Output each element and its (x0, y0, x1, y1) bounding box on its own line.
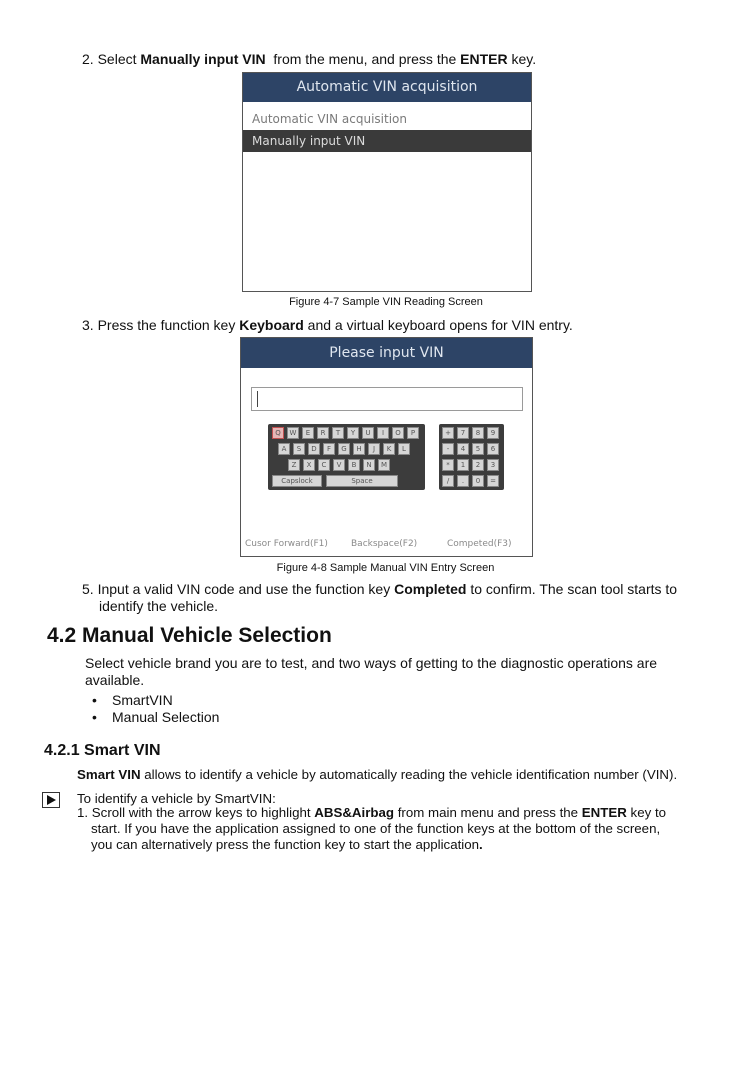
step-number: 3. (82, 317, 94, 333)
step-text: Scroll with the arrow keys to highlight (91, 805, 315, 820)
step-2 (82, 51, 536, 68)
key-m[interactable]: M (378, 459, 390, 471)
key-n[interactable]: N (363, 459, 375, 471)
bold-term: Manually input VIN (140, 51, 266, 67)
section-heading-4-2: 4.2 Manual Vehicle Selection (47, 624, 332, 647)
key-x[interactable]: X (303, 459, 315, 471)
step-line (77, 837, 697, 853)
bullet-icon: • (92, 692, 97, 708)
bold-term: . (479, 837, 483, 852)
fn-cursor-forward[interactable]: Cusor Forward(F1) (245, 539, 328, 549)
key-2[interactable]: 2 (472, 459, 484, 471)
smartvin-step-1 (77, 805, 697, 853)
vin-input[interactable] (251, 387, 523, 411)
menu-item-manual[interactable]: Manually input VIN (243, 130, 531, 152)
key-a[interactable]: A (278, 443, 290, 455)
screen-title: Automatic VIN acquisition (243, 73, 531, 102)
figure-caption: Figure 4-7 Sample VIN Reading Screen (289, 296, 483, 308)
key-5[interactable]: 5 (472, 443, 484, 455)
key-q[interactable]: Q (272, 427, 284, 439)
step-text: Input a valid VIN code and use the function key (97, 581, 395, 597)
bold-term: Completed (394, 581, 467, 597)
text-cursor (257, 391, 258, 407)
intro-line: Select vehicle brand you are to test, and two ways of getting to the diagnostic operations are (85, 655, 658, 671)
vin-reading-screen (242, 72, 532, 292)
key-6[interactable]: 6 (487, 443, 499, 455)
procedure-arrow-icon (42, 792, 60, 808)
step-text: Press the function key (97, 317, 240, 333)
key-w[interactable]: W (287, 427, 299, 439)
key-c[interactable]: C (318, 459, 330, 471)
key-capslock[interactable]: Capslock (272, 475, 322, 487)
list-item-text: Manual Selection (112, 709, 220, 725)
fn-completed[interactable]: Competed(F3) (447, 539, 512, 549)
step-number: 5. (82, 581, 94, 597)
step-line (77, 805, 697, 821)
list-item (92, 709, 219, 726)
key-j[interactable]: J (368, 443, 380, 455)
key-7[interactable]: 7 (457, 427, 469, 439)
bold-term: ABS&Airbag (314, 805, 395, 820)
key-p[interactable]: P (407, 427, 419, 439)
key-multiply[interactable]: * (442, 459, 454, 471)
key-3[interactable]: 3 (487, 459, 499, 471)
step-3 (82, 317, 573, 334)
intro-line: available. (85, 672, 145, 688)
step-text: to confirm. The scan tool starts to (466, 581, 678, 597)
key-d[interactable]: D (308, 443, 320, 455)
key-i[interactable]: I (377, 427, 389, 439)
step-text: Select (97, 51, 141, 67)
paragraph-text: allows to identify a vehicle by automatically reading the vehicle identification number (VIN). (140, 767, 678, 782)
menu-item-automatic[interactable]: Automatic VIN acquisition (252, 112, 407, 126)
virtual-keyboard (268, 424, 425, 490)
list-item-text: SmartVIN (112, 692, 173, 708)
vin-entry-screen (240, 337, 533, 557)
key-4[interactable]: 4 (457, 443, 469, 455)
key-equals[interactable]: = (487, 475, 499, 487)
step-text: from main menu and press the (394, 805, 582, 820)
numeric-keypad (439, 424, 504, 490)
key-v[interactable]: V (333, 459, 345, 471)
key-dot[interactable]: . (457, 475, 469, 487)
step-text: and a virtual keyboard opens for VIN entry. (303, 317, 573, 333)
procedure-note: To identify a vehicle by SmartVIN: (77, 791, 276, 806)
step-text: from the menu, and press the (265, 51, 461, 67)
key-y[interactable]: Y (347, 427, 359, 439)
section-heading-4-2-1: 4.2.1 Smart VIN (44, 742, 161, 759)
key-z[interactable]: Z (288, 459, 300, 471)
bullet-list (92, 692, 219, 726)
step-number: 1. (77, 805, 89, 820)
bold-term: Keyboard (239, 317, 304, 333)
bold-term: ENTER (581, 805, 627, 820)
figure-caption: Figure 4-8 Sample Manual VIN Entry Screen (276, 562, 495, 574)
key-f[interactable]: F (323, 443, 335, 455)
key-u[interactable]: U (362, 427, 374, 439)
key-k[interactable]: K (383, 443, 395, 455)
key-1[interactable]: 1 (457, 459, 469, 471)
key-r[interactable]: R (317, 427, 329, 439)
key-g[interactable]: G (338, 443, 350, 455)
smartvin-description (77, 766, 707, 783)
bold-term: Smart VIN (77, 767, 141, 782)
key-minus[interactable]: - (442, 443, 454, 455)
bullet-icon: • (92, 709, 97, 725)
key-l[interactable]: L (398, 443, 410, 455)
key-space[interactable]: Space (326, 475, 398, 487)
key-o[interactable]: O (392, 427, 404, 439)
step-text: you can alternatively press the function key to start the application (91, 837, 480, 852)
section-intro (85, 655, 705, 689)
step-text: key. (507, 51, 537, 67)
list-item (92, 692, 219, 709)
step-5 (82, 581, 702, 615)
step-text: key to (626, 805, 667, 820)
step-line: start. If you have the application assigned to one of the function keys at the bottom of the screen, (91, 821, 661, 836)
screen-title: Please input VIN (241, 338, 532, 368)
key-s[interactable]: S (293, 443, 305, 455)
function-key-bar (241, 537, 532, 553)
fn-backspace[interactable]: Backspace(F2) (351, 539, 418, 549)
bold-term: ENTER (460, 51, 508, 67)
step-line (82, 581, 702, 598)
key-divide[interactable]: / (442, 475, 454, 487)
key-e[interactable]: E (302, 427, 314, 439)
step-number: 2. (82, 51, 94, 67)
step-line: identify the vehicle. (99, 598, 219, 614)
key-0[interactable]: 0 (472, 475, 484, 487)
key-b[interactable]: B (348, 459, 360, 471)
key-8[interactable]: 8 (472, 427, 484, 439)
key-9[interactable]: 9 (487, 427, 499, 439)
key-t[interactable]: T (332, 427, 344, 439)
key-h[interactable]: H (353, 443, 365, 455)
key-plus[interactable]: + (442, 427, 454, 439)
